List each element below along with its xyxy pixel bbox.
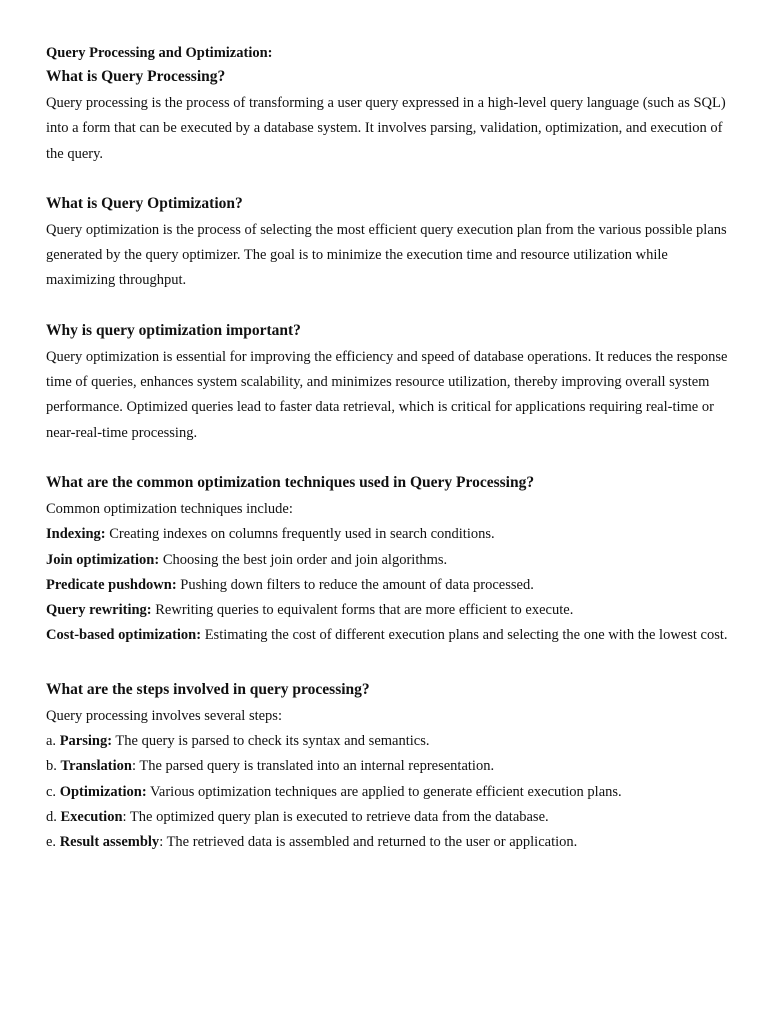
list-item <box>46 522 736 547</box>
step-item <box>46 729 736 754</box>
step-term: Result assembly <box>59 834 160 851</box>
section-heading: Why is query optimization important? <box>46 321 301 339</box>
document-page <box>46 43 736 856</box>
step-desc: The query is parsed to check its syntax and semantics. <box>112 733 430 750</box>
section-processing-steps <box>46 679 736 856</box>
list-item <box>46 573 736 598</box>
section-query-processing <box>46 66 736 167</box>
item-desc: Estimating the cost of different execution plans and selecting the one with the lowest cost. <box>201 627 728 644</box>
section-optimization-techniques <box>46 472 736 649</box>
list-item <box>46 623 736 648</box>
item-term: Indexing: <box>46 526 106 543</box>
item-desc: Pushing down filters to reduce the amount of data processed. <box>176 576 534 593</box>
document-title: Query Processing and Optimization: <box>46 45 273 61</box>
step-prefix: e. <box>46 834 60 851</box>
section-body: Query optimization is essential for improving the efficiency and speed of database operations. It reduces the response time of queries, enhances system scalability, and minimizes resource utilization, thereby improving overall system performance. Optimized queries lead to faster data retrieval, which is critical for applications requiring real-time or near-real-time processing. <box>46 348 728 441</box>
step-prefix: a. <box>46 733 60 750</box>
step-term: Execution <box>60 808 123 825</box>
item-desc: Choosing the best join order and join algorithms. <box>159 551 448 568</box>
item-term: Join optimization: <box>46 551 160 568</box>
step-term: Parsing: <box>59 733 113 750</box>
item-term: Predicate pushdown: <box>46 576 177 593</box>
step-term: Translation <box>60 758 132 775</box>
section-heading: What is Query Optimization? <box>46 194 243 212</box>
step-item <box>46 780 736 805</box>
step-term: Optimization: <box>59 783 147 800</box>
step-prefix: b. <box>46 758 61 775</box>
section-heading: What are the steps involved in query processing? <box>46 680 370 698</box>
section-intro: Common optimization techniques include: <box>46 500 293 517</box>
step-prefix: c. <box>46 783 60 800</box>
item-term: Query rewriting: <box>46 602 152 619</box>
list-item <box>46 598 736 623</box>
step-item <box>46 805 736 830</box>
step-item <box>46 830 736 855</box>
step-desc: : The parsed query is translated into an internal representation. <box>131 758 495 775</box>
section-heading: What is Query Processing? <box>46 68 226 85</box>
section-body: Query optimization is the process of selecting the most efficient query execution plan from the various possible plans generated by the query optimizer. The goal is to minimize the execution time and resource utilization while maximizing throughput. <box>46 221 727 289</box>
step-item <box>46 754 736 779</box>
section-heading: What are the common optimization techniques used in Query Processing? <box>46 473 535 491</box>
item-term: Cost-based optimization: <box>46 627 202 644</box>
section-body: Query processing is the process of transforming a user query expressed in a high-level query language (such as SQL) into a form that can be executed by a database system. It involves parsing, validation, optimization, and execution of the query. <box>46 95 726 162</box>
section-importance <box>46 320 736 446</box>
item-desc: Creating indexes on columns frequently used in search conditions. <box>105 526 495 543</box>
step-desc: : The retrieved data is assembled and returned to the user or application. <box>159 834 578 851</box>
section-intro: Query processing involves several steps: <box>46 707 282 724</box>
step-prefix: d. <box>46 808 61 825</box>
step-desc: : The optimized query plan is executed to retrieve data from the database. <box>122 808 549 825</box>
list-item <box>46 548 736 573</box>
step-desc: Various optimization techniques are applied to generate efficient execution plans. <box>146 783 622 800</box>
section-query-optimization <box>46 193 736 294</box>
item-desc: Rewriting queries to equivalent forms that are more efficient to execute. <box>151 602 574 619</box>
